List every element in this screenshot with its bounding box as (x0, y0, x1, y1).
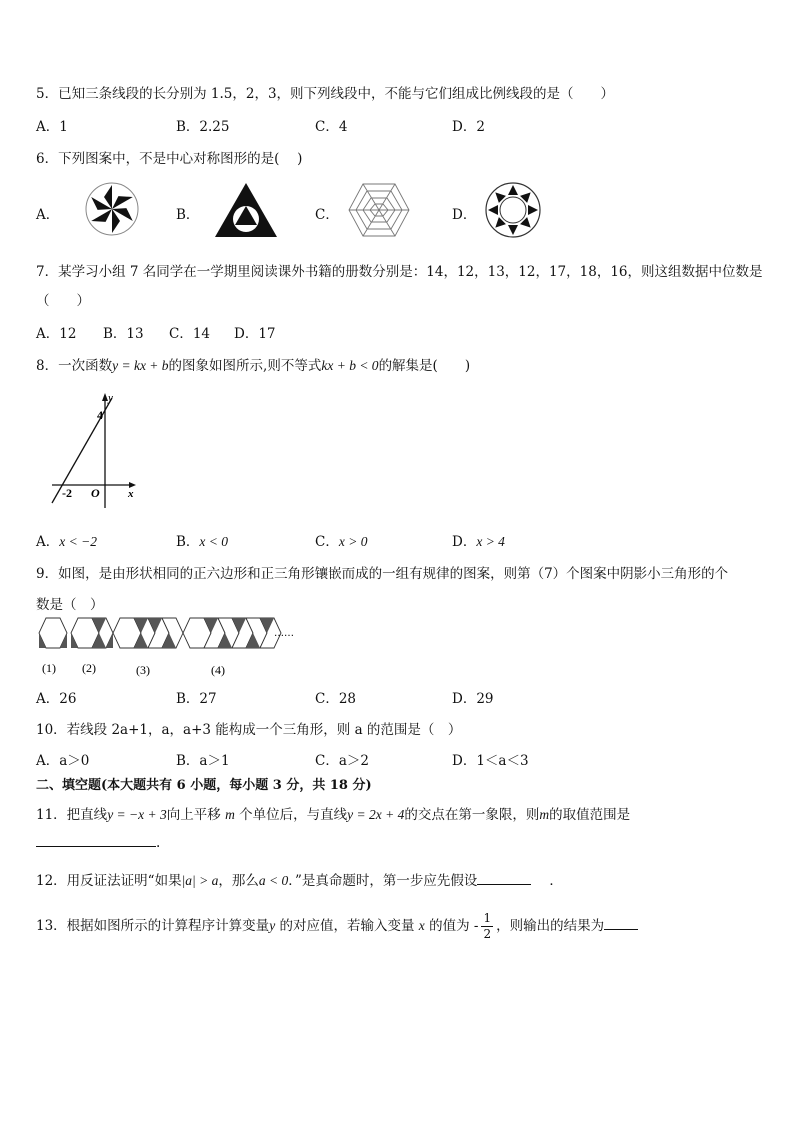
q6-label-b: B． (176, 207, 200, 223)
q5-option-d: D．2 (452, 119, 485, 135)
q8-option-c: C．x > 0 (315, 534, 368, 550)
pinwheel-figure (84, 181, 140, 237)
q10-stem: 10．若线段 2a+1，a，a+3 能构成一个三角形，则 a 的范围是（ ） (36, 722, 462, 738)
q11-stem: 11．把直线y = −x + 3向上平移 m 个单位后，与直线y = 2x + 4的交点在第一象限，则m的取值范围是 (36, 807, 631, 823)
q7-stem-line1: 7．某学习小组 7 名同学在一学期里阅读课外书籍的册数分别是：14，12，13，12，17，18，16，则这组数据中位数是 (36, 264, 763, 280)
q7-option-d: D．17 (234, 326, 276, 342)
graph-origin-label: O (91, 486, 100, 500)
linear-function-graph (48, 388, 140, 510)
q11-m: m (225, 807, 235, 822)
q7-stem-line2: （ ） (36, 293, 90, 309)
q8-stem-prefix: 8．一次函数 (36, 358, 113, 374)
q6-label-d: D． (452, 207, 477, 223)
q10-option-b: B．a＞1 (176, 753, 230, 769)
q11-line2: y = 2x + 4 (347, 807, 405, 822)
q8-stem-suffix: 的解集是( ) (378, 358, 471, 374)
q11-line1: y = −x + 3 (107, 807, 167, 822)
q11-answer-blank[interactable]: . (36, 832, 160, 851)
triangle-circle-figure (213, 181, 279, 239)
q9-figure-label-3: (3) (136, 663, 150, 677)
q9-option-b: B．27 (176, 691, 217, 707)
q8-stem-mid: 的图象如图所示,则不等式 (168, 358, 322, 374)
q5-option-b: B．2.25 (176, 119, 230, 135)
q12-stem: 12．用反证法证明“如果|a| > a，那么a < 0．”是真命题时，第一步应先假设 ． (36, 873, 563, 889)
hexagon-tessellation-figure (36, 614, 336, 682)
q8-inequality: kx + b < 0 (321, 358, 379, 373)
q5-option-c: C．4 (315, 119, 348, 135)
q9-figure-label-1: (1) (42, 661, 56, 675)
graph-x-intercept-label: -2 (62, 486, 72, 500)
q8-option-a: A．x < −2 (36, 534, 97, 550)
q5-option-a: A．1 (36, 119, 68, 135)
q9-option-a: A．26 (36, 691, 77, 707)
q10-option-c: C．a＞2 (315, 753, 369, 769)
q7-option-c: C．14 (169, 326, 211, 342)
graph-y-label: y (108, 392, 113, 404)
q13-fraction: $\frac{1}{2}$ (483, 911, 492, 941)
hexagon-web-figure (348, 183, 410, 237)
arrow-ring-figure (484, 181, 542, 239)
q10-option-a: A．a＞0 (36, 753, 90, 769)
q8-option-d: D．x > 4 (452, 534, 505, 550)
q9-option-d: D．29 (452, 691, 494, 707)
q9-stem-line1: 9．如图，是由形状相同的正六边形和正三角形镶嵌而成的一组有规律的图案，则第（7）个图案中阴影小三角形的个 (36, 566, 729, 582)
q9-ellipsis: …… (274, 628, 294, 639)
q13-answer-blank[interactable] (604, 917, 638, 930)
q8-stem (36, 354, 470, 374)
q9-option-c: C．28 (315, 691, 357, 707)
graph-x-label: x (128, 488, 134, 500)
q5-stem: 5．已知三条线段的长分别为 1.5，2，3，则下列线段中，不能与它们组成比例线段的是（ ） (36, 86, 615, 102)
q9-figure-label-4: (4) (211, 663, 225, 677)
q9-stem-line2: 数是（ ） (36, 597, 104, 613)
graph-y-intercept-label: 4 (97, 408, 103, 422)
q6-label-c: C． (315, 207, 339, 223)
q7-option-b: B．13 (103, 326, 144, 342)
q12-condition: |a| > a (181, 873, 219, 888)
q6-stem: 6．下列图案中，不是中心对称图形的是( ) (36, 151, 303, 167)
q7-option-a: A．12 (36, 326, 77, 342)
q8-option-b: B．x < 0 (176, 534, 229, 550)
q10-option-d: D．1＜a＜3 (452, 753, 529, 769)
section-fill-in-title: 二、填空题(本大题共有 6 小题，每小题 3 分，共 18 分) (36, 778, 372, 793)
q6-label-a: A． (36, 207, 60, 223)
q12-answer-blank[interactable] (477, 872, 531, 885)
q9-figure-label-2: (2) (82, 661, 96, 675)
q8-function: y = kx + b (112, 358, 169, 373)
q12-conclusion: a < 0 (258, 873, 289, 888)
q13-stem: 13．根据如图所示的计算程序计算变量y 的对应值，若输入变量 x 的值为 - $\frac{1}{2}$ ，则输出的结果为 (36, 911, 638, 942)
